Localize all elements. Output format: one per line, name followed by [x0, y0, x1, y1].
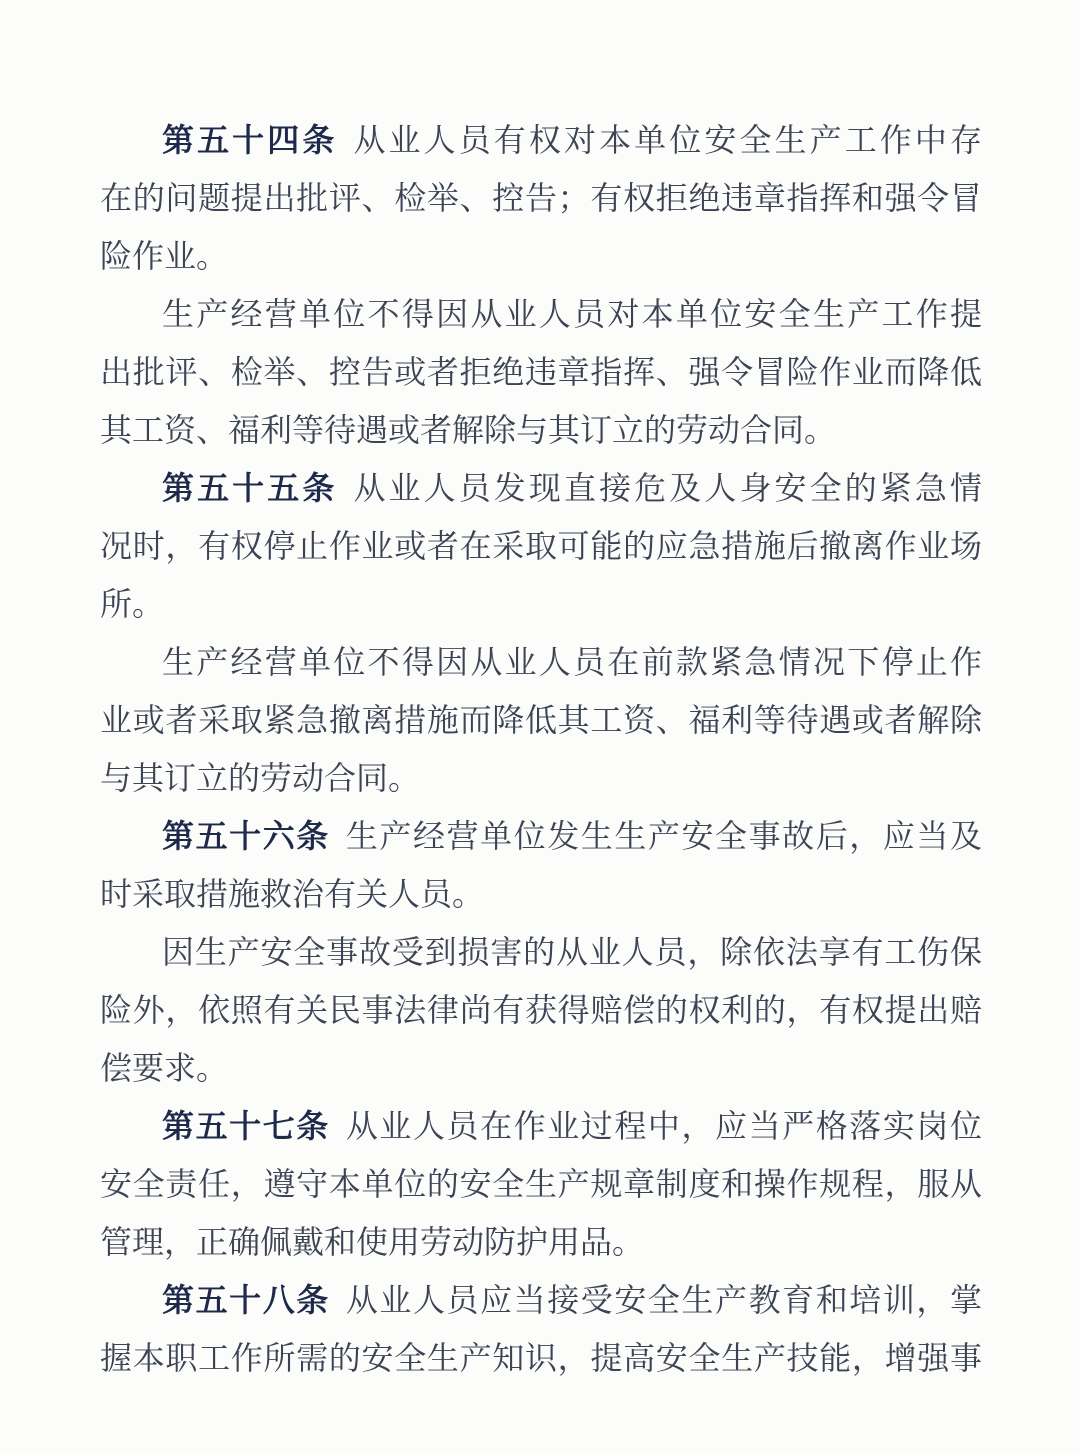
text-line [100, 807, 982, 865]
line-text: 从业人员应当接受安全生产教育和培训，掌 [345, 1282, 982, 1318]
article-number: 第五十五条 [162, 470, 338, 506]
text-line [100, 1097, 982, 1155]
text-line: 况时，有权停止作业或者在采取可能的应急措施后撤离作业场 [100, 528, 982, 564]
article-number: 第五十七条 [162, 1108, 330, 1144]
text-line: 时采取措施救治有关人员。 [100, 876, 485, 912]
text-line: 出批评、检举、控告或者拒绝违章指挥、强令冒险作业而降低 [100, 354, 982, 390]
text-line [100, 1271, 982, 1329]
text-line: 险外，依照有关民事法律尚有获得赔偿的权利的，有权提出赔 [100, 992, 982, 1028]
text-line: 管理，正确佩戴和使用劳动防护用品。 [100, 1224, 645, 1260]
text-line: 生产经营单位不得因从业人员对本单位安全生产工作提 [162, 296, 982, 332]
line-text: 生产经营单位发生生产安全事故后，应当及 [345, 818, 982, 854]
article-number: 第五十八条 [162, 1282, 330, 1318]
text-line: 业或者采取紧急撤离措施而降低其工资、福利等待遇或者解除 [100, 702, 982, 738]
document-body [100, 111, 982, 1387]
text-line: 偿要求。 [100, 1050, 229, 1086]
text-line: 在的问题提出批评、检举、控告；有权拒绝违章指挥和强令冒 [100, 180, 982, 216]
text-line: 安全责任，遵守本单位的安全生产规章制度和操作规程，服从 [100, 1166, 982, 1202]
text-line: 生产经营单位不得因从业人员在前款紧急情况下停止作 [162, 644, 982, 680]
text-line: 险作业。 [100, 238, 229, 274]
article-number: 第五十四条 [162, 122, 338, 158]
line-text: 从业人员在作业过程中，应当严格落实岗位 [345, 1108, 982, 1144]
text-line: 因生产安全事故受到损害的从业人员，除依法享有工伤保 [162, 934, 982, 970]
article-number: 第五十六条 [162, 818, 330, 854]
text-line [100, 459, 982, 517]
text-line: 与其订立的劳动合同。 [100, 760, 421, 796]
text-line: 其工资、福利等待遇或者解除与其订立的劳动合同。 [100, 412, 837, 448]
line-text: 从业人员有权对本单位安全生产工作中存 [353, 122, 982, 158]
text-line: 所。 [100, 586, 165, 622]
text-line: 握本职工作所需的安全生产知识，提高安全生产技能，增强事 [100, 1340, 982, 1376]
line-text: 从业人员发现直接危及人身安全的紧急情 [353, 470, 982, 506]
text-line [100, 111, 982, 169]
